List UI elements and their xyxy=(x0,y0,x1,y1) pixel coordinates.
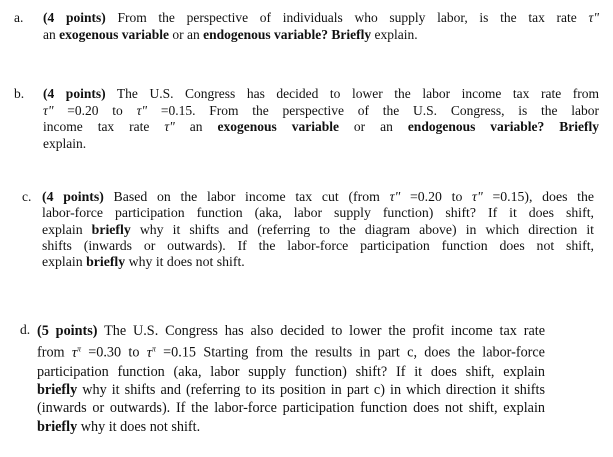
text-line: from $\tau^\pi =0.30$ to $\tau^\pi =0.15$ Starting from the results in part c, does the labor-force xyxy=(37,344,545,362)
text-line: labor-force participation function (aka, labor supply function) shift? If it does shift, xyxy=(42,205,594,221)
text-line: (4 points) Based on the labor income tax cut (from τ" =0.20 to τ" =0.15), does the xyxy=(42,189,594,204)
tax-rate-symbol: τ" xyxy=(136,102,148,118)
text-line: explain briefly why it does not shift. xyxy=(42,254,245,270)
question-letter: a. xyxy=(14,10,24,25)
text-line: τ" =0.20 to τ" =0.15. From the perspective of the U.S. Congress, is the labor xyxy=(43,102,599,118)
bold-text: endogenous variable? xyxy=(407,119,545,135)
text-line: (4 points) From the perspective of individuals who supply labor, is the tax rate τ" xyxy=(43,10,599,25)
question-text xyxy=(43,10,599,43)
points-label: (4 points) xyxy=(42,189,104,204)
question-letter: d. xyxy=(20,322,31,337)
text-line: participation function (aka, labor supply function) shift? If it does shift, explain xyxy=(37,363,545,380)
bold-text: endogenous variable? xyxy=(203,26,329,42)
text-line: shifts (inwards or outwards). If the labor-force participation function does not shift, xyxy=(42,237,594,253)
text-line: briefly why it does not shift. xyxy=(37,418,201,435)
text-line: an exogenous variable or an endogenous variable? Briefly explain. xyxy=(43,26,418,42)
bold-text: Briefly xyxy=(559,119,599,135)
text-line: (5 points) The U.S. Congress has also decided to lower the profit income tax rate xyxy=(37,323,545,339)
tax-rate-symbol: τ" xyxy=(43,102,54,118)
bold-text: briefly xyxy=(37,418,78,435)
text-line: (inwards or outwards). If the labor-force participation function does not shift, explain xyxy=(37,400,545,417)
text-line: briefly why it shifts and (referring to its position in part c) in which direction it shifts xyxy=(37,381,545,398)
tax-rate-symbol: $\tau^\pi$ xyxy=(71,344,81,362)
bold-text: briefly xyxy=(37,381,78,398)
question-text xyxy=(43,86,599,152)
bold-text: exogenous variable xyxy=(59,26,169,42)
text-line: (4 points) The U.S. Congress has decided to lower the labor income tax rate from xyxy=(43,86,600,101)
text-line: income tax rate τ" an exogenous variable or an endogenous variable? Briefly xyxy=(43,119,599,135)
points-label: (4 points) xyxy=(43,86,106,101)
bold-text: Briefly xyxy=(331,26,372,42)
text-line: explain. xyxy=(43,135,87,151)
text-line: explain briefly why it shifts and (referring to the diagram above) in which direction it xyxy=(42,221,595,237)
bold-text: exogenous variable xyxy=(217,119,339,135)
points-label: (4 points) xyxy=(43,10,106,25)
question-text xyxy=(42,189,594,270)
question-letter: b. xyxy=(14,86,25,101)
tax-rate-symbol: τ" xyxy=(588,10,599,25)
bold-text: briefly xyxy=(86,254,126,270)
question-text xyxy=(37,322,545,436)
tax-rate-symbol: τ" xyxy=(164,119,175,135)
bold-text: briefly xyxy=(91,221,131,237)
tax-rate-symbol: τ" xyxy=(472,189,483,204)
tax-rate-symbol: $\tau^\pi$ xyxy=(146,344,156,362)
question-letter: c. xyxy=(22,189,32,204)
points-label: (5 points) xyxy=(37,323,98,339)
tax-rate-symbol: τ" xyxy=(389,189,401,204)
